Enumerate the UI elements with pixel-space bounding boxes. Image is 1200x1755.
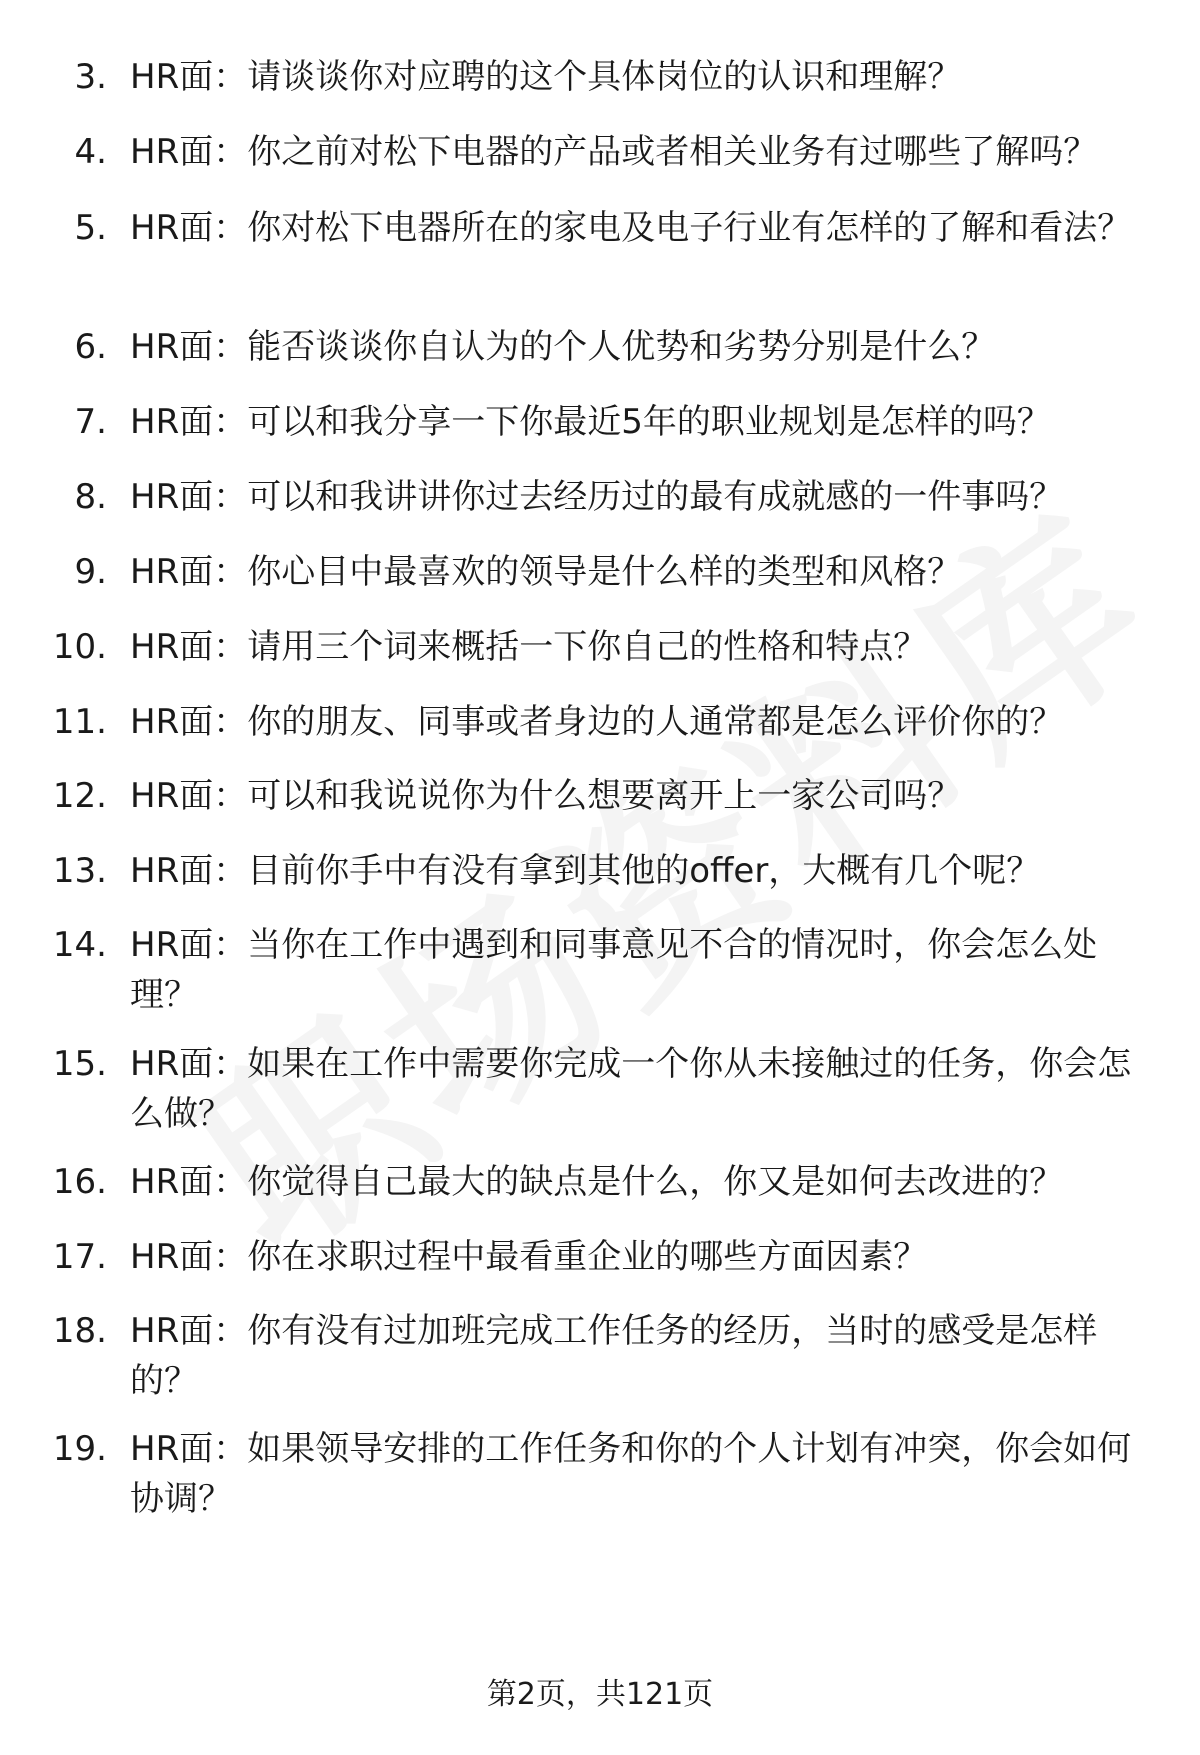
question-text: HR面：可以和我说说你为什么想要离开上一家公司吗？ [130, 776, 962, 816]
question-text: HR面：你心目中最喜欢的领导是什么样的类型和风格？ [130, 552, 962, 592]
page-footer: 第2页，共121页 [486, 1677, 714, 1712]
question-number: 10. [52, 627, 107, 667]
question-number: 3. [74, 57, 107, 97]
question-number: 7. [74, 402, 107, 442]
question-number: 13. [52, 851, 107, 891]
question-text: HR面：你对松下电器所在的家电及电子行业有怎样的了解和看法？ [130, 208, 1132, 248]
question-number: 11. [52, 702, 107, 742]
question-text: HR面：可以和我讲讲你过去经历过的最有成就感的一件事吗？ [130, 477, 1064, 517]
question-number: 19. [52, 1429, 107, 1469]
question-number: 6. [74, 327, 107, 367]
question-number: 12. [52, 776, 107, 816]
question-number: 5. [74, 208, 107, 248]
question-text: HR面：你的朋友、同事或者身边的人通常都是怎么评价你的？ [130, 702, 1064, 742]
question-number: 8. [74, 477, 107, 517]
question-number: 16. [52, 1162, 107, 1202]
question-text: HR面：你有没有过加班完成工作任务的经历，当时的感受是怎样的？ [130, 1311, 1098, 1401]
question-text: HR面：你之前对松下电器的产品或者相关业务有过哪些了解吗？ [130, 132, 1098, 172]
question-text: HR面：你在求职过程中最看重企业的哪些方面因素？ [130, 1237, 928, 1277]
question-text: HR面：请用三个词来概括一下你自己的性格和特点？ [130, 627, 928, 667]
question-text: HR面：当你在工作中遇到和同事意见不合的情况时，你会怎么处理？ [130, 925, 1098, 1015]
question-number: 18. [52, 1311, 107, 1351]
question-number: 15. [52, 1044, 107, 1084]
question-number: 14. [52, 925, 107, 965]
question-text: HR面：目前你手中有没有拿到其他的offer，大概有几个呢？ [130, 851, 1041, 891]
question-text: HR面：你觉得自己最大的缺点是什么，你又是如何去改进的？ [130, 1162, 1064, 1202]
question-text: HR面：可以和我分享一下你最近5年的职业规划是怎样的吗？ [130, 402, 1051, 442]
question-text: HR面：如果领导安排的工作任务和你的个人计划有冲突，你会如何协调？ [130, 1429, 1132, 1519]
question-number: 4. [74, 132, 107, 172]
question-number: 9. [74, 552, 107, 592]
question-text: HR面：如果在工作中需要你完成一个你从未接触过的任务，你会怎么做？ [130, 1044, 1132, 1134]
question-number: 17. [52, 1237, 107, 1277]
question-text: HR面：能否谈谈你自认为的个人优势和劣势分别是什么？ [130, 327, 996, 367]
question-text: HR面：请谈谈你对应聘的这个具体岗位的认识和理解？ [130, 57, 962, 97]
